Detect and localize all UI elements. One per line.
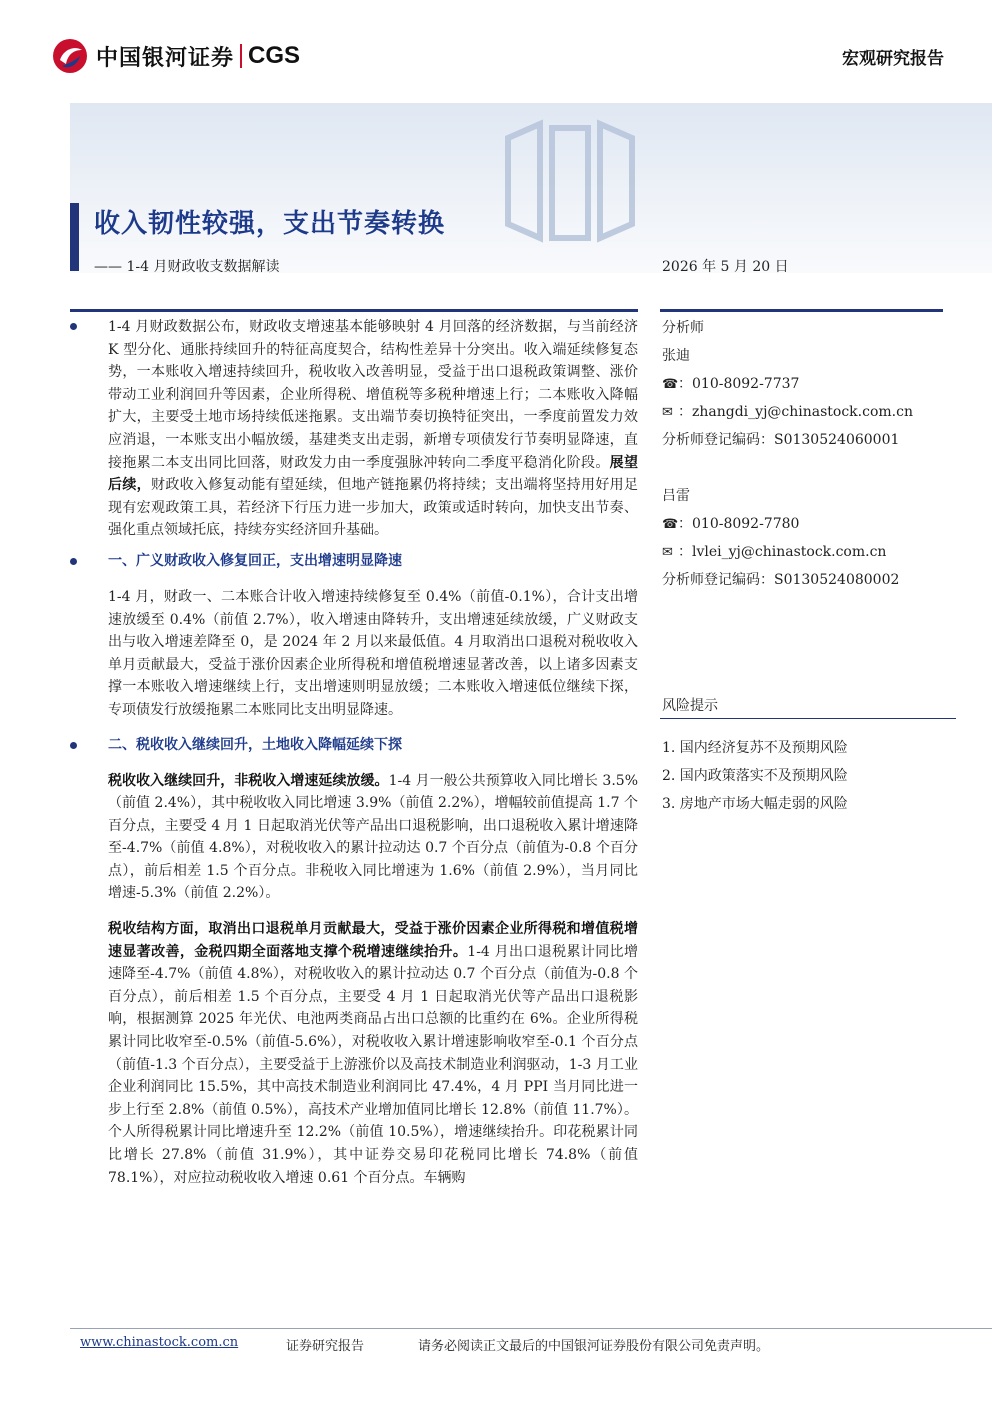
risk-label: 风险提示 [662,698,718,714]
logo-english-name: CGS [248,42,301,69]
summary-paragraph: 1-4 月财政数据公布，财政收支增速基本能够映射 4 月回落的经济数据，与当前经济 K 型分化、通胀持续回升的特征高度契合，结构性差异十分突出。收入端延续修复态势，一本账收入增速持续回升，税收收入改善明显，受益于出口退税政策调整、涨价带动工业利润回升等因素，企业所得税、增值税等多税种增速上行；二本账收入降幅扩大，主要受土地市场持续低迷拖累。支出端节奏切换特征突出，一季度前置发力效应消退，一本账支出小幅放缓，基建类支出走弱，新增专项债发行节奏明显降速，直接拖累二本支出同比回落，财政发力由一季度强脉冲转向二季度平稳消化阶段。展望后续，财政收入修复动能有望延续，但地产链拖累仍将持续；支出端将坚持用好用足现有宏观政策工具，若经济下行压力进一步加大，政策或适时转向，加快支出节奏、强化重点领域托底，持续夯实经济回升基础。 [70,316,638,542]
section1-paragraph: 1-4 月，财政一、二本账合计收入增速持续修复至 0.4%（前值-0.1%），合计支出增速放缓至 0.4%（前值 2.7%），收入增速由降转升，支出增速延续放缓，广义财政支出与收入增速差降至 0，是 2024 年 2 月以来最低值。4 月取消出口退税对税收收入单月贡献最大，受益于涨价因素企业所得税和增值税增速显著改善，以上诸多因素支撑一本账收入增速继续上行，支出增速则明显放缓；二本账收入增速低位继续下探，专项债发行放缓拖累二本账同比支出明显降速。 [108,588,638,718]
analyst-name: 张迪 [662,348,690,364]
main-column-rule [70,309,638,312]
main-column [70,316,638,1189]
analyst-email[interactable]: ✉ ：lvlei_yj@chinastock.com.cn [662,538,952,566]
phone-icon: ☎ [662,377,679,392]
email-icon: ✉ [662,405,673,420]
email-icon: ✉ [662,545,673,560]
bullet-dot-icon [70,742,77,749]
footer-rule [70,1328,992,1329]
outlook-label: 展望后续， [108,454,639,494]
risk-item: 1. 国内经济复苏不及预期风险 [662,740,848,756]
analyst-email[interactable]: ✉ ：zhangdi_yj@chinastock.com.cn [662,398,952,426]
bullet-dot-icon [70,323,77,330]
analyst-phone: ☎：010-8092-7737 [662,370,952,398]
document-type: 宏观研究报告 [842,49,944,69]
report-subtitle: —— 1-4 月财政收支数据解读 [94,259,280,275]
logo-divider [240,44,242,68]
section2-paragraph-1: 税收收入继续回升，非税收入增速延续放缓。1-4 月一般公共预算收入同比增长 3.5%（前值 2.4%），其中税收收入同比增速 3.9%（前值 2.2%），增幅较前值提高 1.7 个百分点，主要受 4 月 1 日起取消光伏等产品出口退税影响，出口退税收入累计增速降至-4.7%（前值 4.8%），对税收收入的累计拉动达 0.7 个百分点（前值为-0.8 个百分点），前后相差 1.5 个百分点。非税收入同比增速为 1.6%（前值 2.9%），当月同比增速-5.3%（前值 2.2%）。 [108,772,638,902]
risk-item: 2. 国内政策落实不及预期风险 [662,768,848,784]
section1-heading: 一、广义财政收入修复回正，支出增速明显降速 [70,550,638,572]
brand-logo [52,36,300,76]
report-title: 收入韧性较强，支出节奏转换 [94,209,446,239]
analyst-sidebar [662,314,952,594]
section2-paragraph-2: 税收结构方面，取消出口退税单月贡献最大，受益于涨价因素企业所得税和增值税增速显著改善，金税四期全面落地支撑个税增速继续抬升。1-4 月出口退税累计同比增速降至-4.7%（前值 4.8%），对税收收入的累计拉动达 0.7 个百分点（前值为-0.8 个百分点），前后相差 1.5 个百分点，主要受 4 月 1 日起取消光伏等产品出口退税影响，根据测算 2025 年光伏、电池两类商品占出口总额的比重约在 6%。企业所得税累计同比收窄至-0.5%（前值-5.6%），对税收收入累计增速影响收窄至-0.1 个百分点（前值-1.3 个百分点），主要受益于上游涨价以及高技术制造业利润驱动，1-3 月工业企业利润同比 15.5%，其中高技术制造业利润同比 47.4%，4 月 PPI 当月同比进一步上行至 2.8%（前值 0.5%），高技术产业增加值同比增长 12.8%（前值 11.7%）。个人所得税累计同比增速升至 12.2%（前值 10.5%），增速继续抬升。印花税累计同比增长 27.8%（前值 31.9%），其中证券交易印花税同比增长 74.8%（前值 78.1%），对应拉动税收收入增速 0.61 个百分点。车辆购 [108,921,639,1186]
analyst-registration: 分析师登记编码：S0130524080002 [662,572,900,588]
bullet-dot-icon [70,558,77,565]
risk-item: 3. 房地产市场大幅走弱的风险 [662,796,848,812]
footer-disclaimer: 请务必阅读正文最后的中国银河证券股份有限公司免责声明。 [418,1339,770,1354]
risk-list [662,734,952,818]
sidebar-rule [660,309,943,312]
risk-rule [660,718,956,719]
report-date: 2026 年 5 月 20 日 [662,259,789,275]
analyst-name: 吕雷 [662,488,690,504]
logo-chinese-name: 中国银河证券 [96,45,235,71]
section2-heading: 二、税收收入继续回升，土地收入降幅延续下探 [70,734,638,756]
footer-report-type: 证券研究报告 [286,1339,365,1354]
website-link[interactable]: www.chinastock.com.cn [80,1335,239,1350]
title-accent-bar [70,203,79,271]
phone-icon: ☎ [662,517,679,532]
analyst-registration: 分析师登记编码：S0130524060001 [662,432,900,448]
cgs-logo-icon [52,38,88,74]
analyst-phone: ☎：010-8092-7780 [662,510,952,538]
analyst-label: 分析师 [662,320,704,336]
cgs-watermark-icon [500,118,640,248]
